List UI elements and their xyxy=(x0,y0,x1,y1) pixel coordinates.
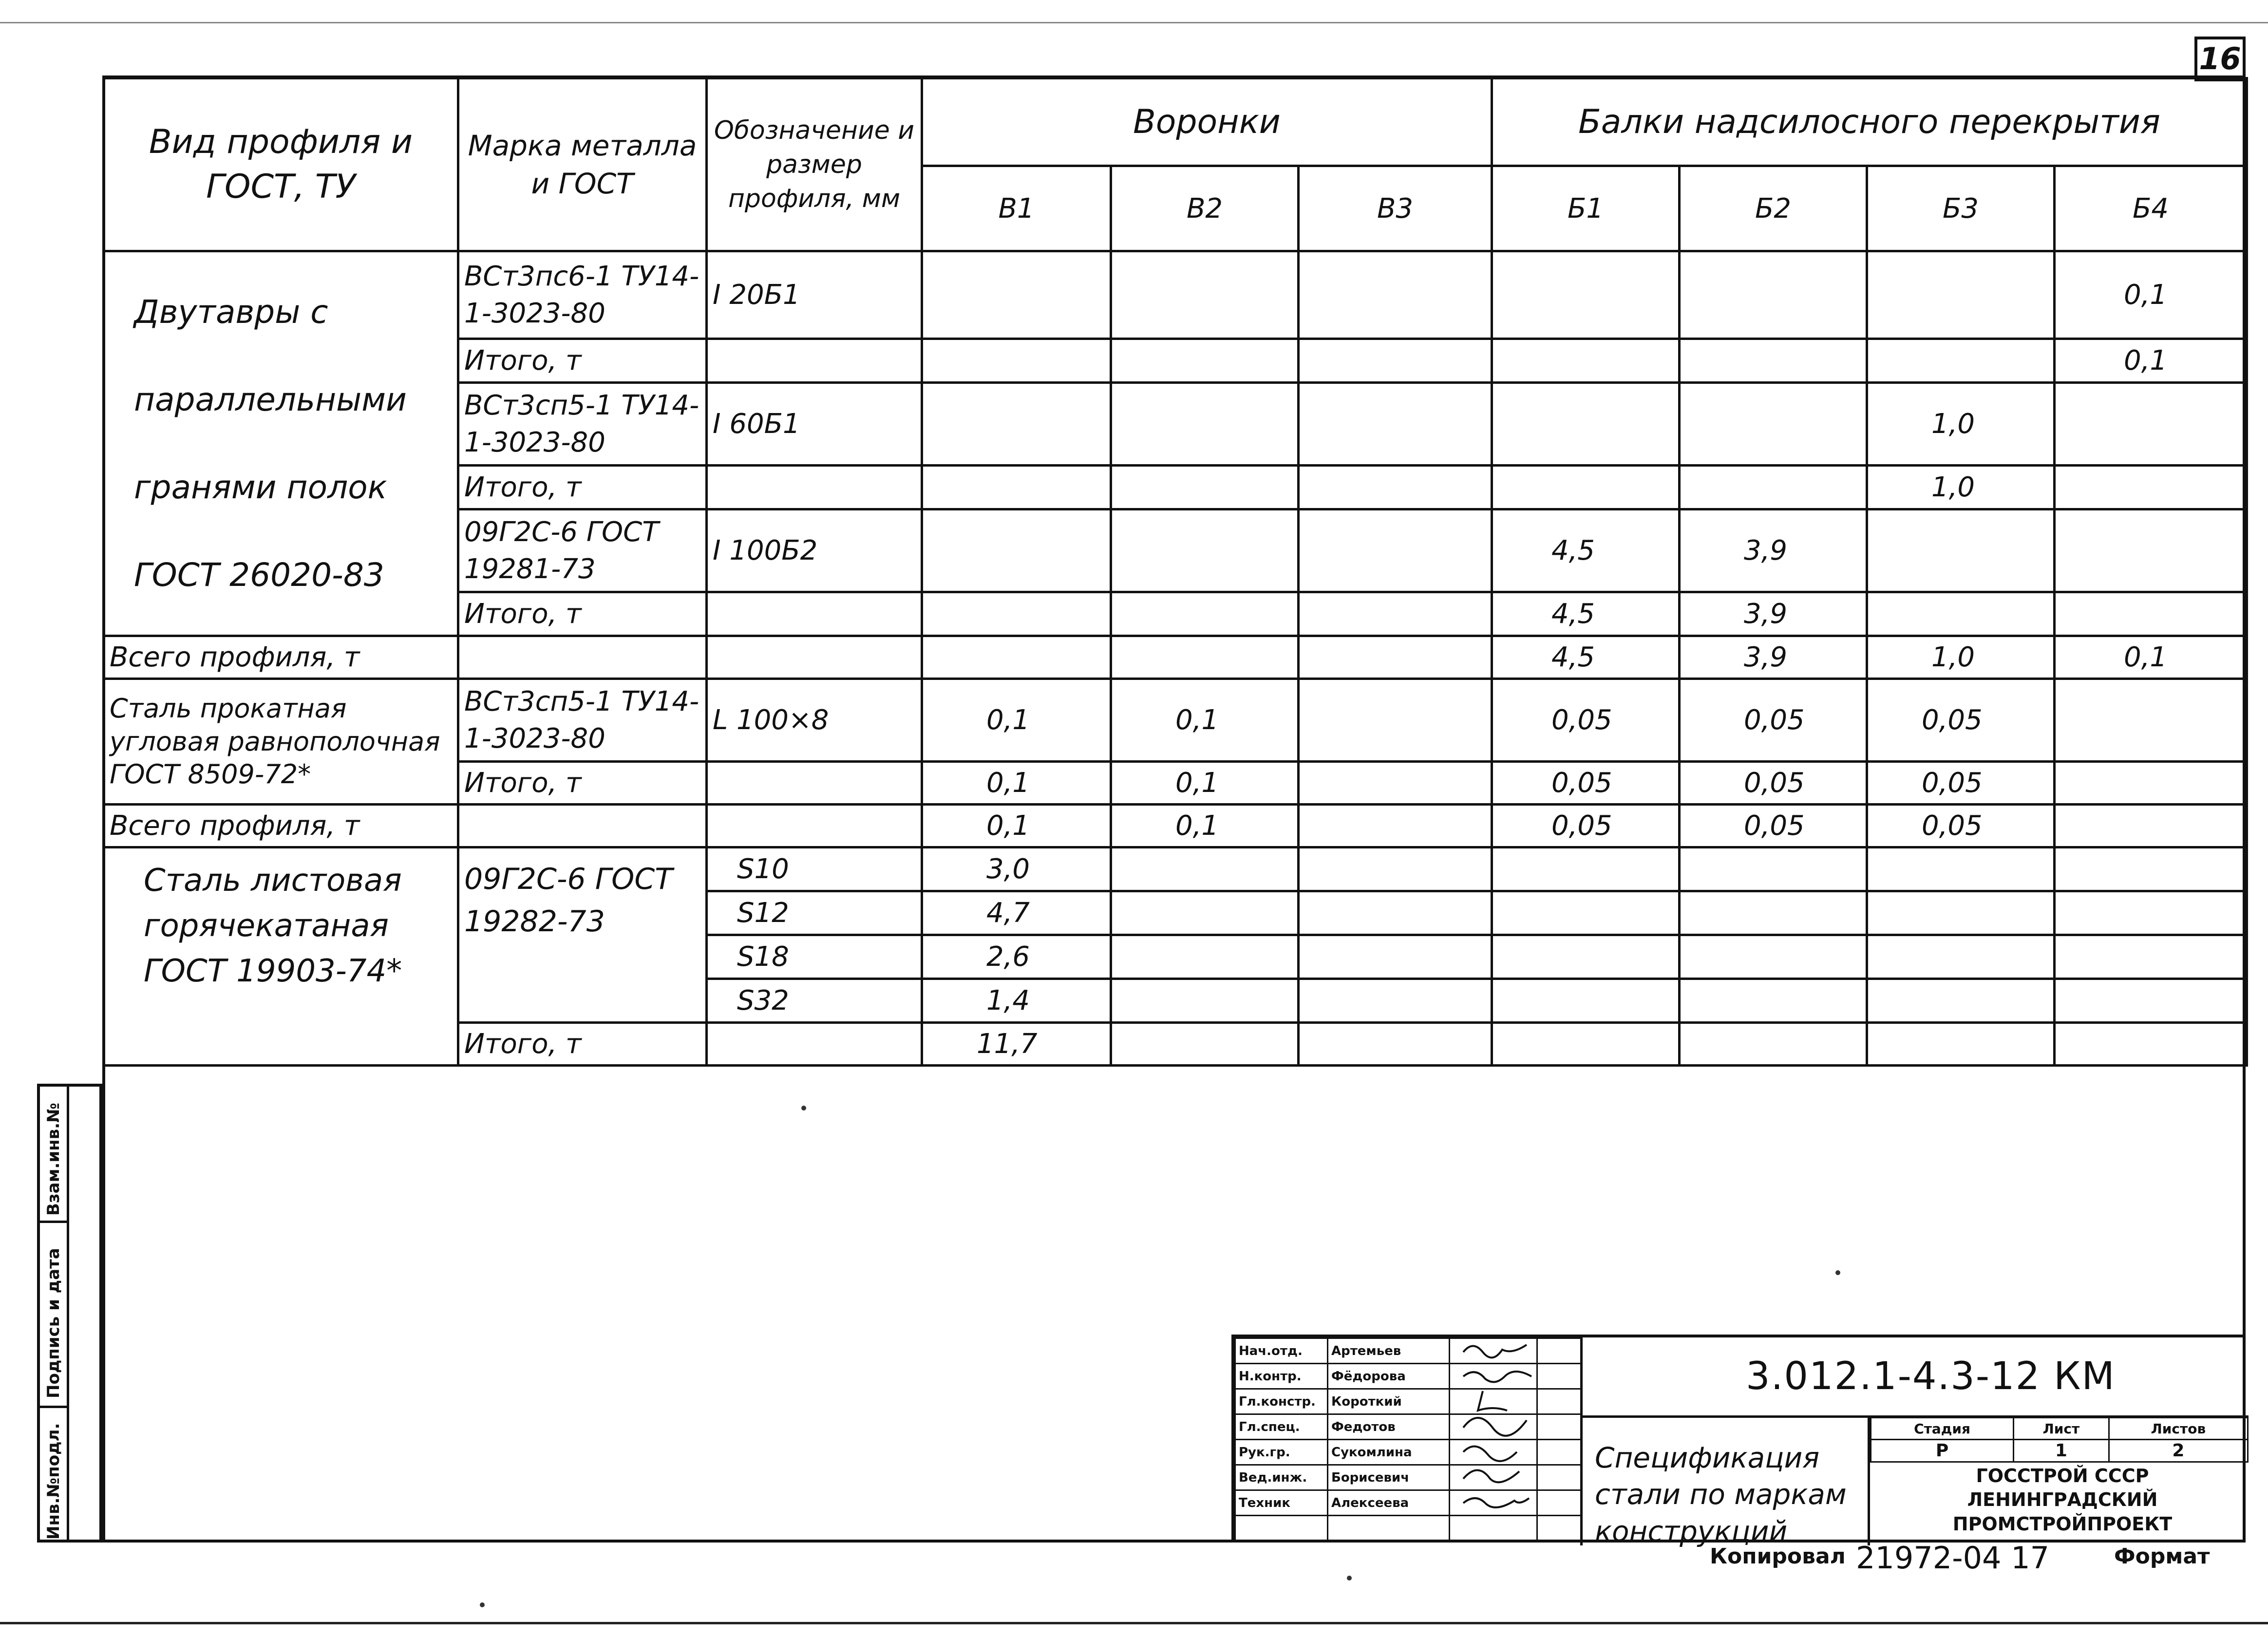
value-cell xyxy=(1492,1023,1680,1066)
stage-value: Р xyxy=(1871,1440,2014,1462)
profile-size: S10 xyxy=(707,847,922,891)
value-cell xyxy=(1680,383,1867,466)
value-cell: 4,7 xyxy=(922,891,1111,935)
stage-table xyxy=(1870,1417,2249,1463)
date-cell xyxy=(1537,1440,1581,1465)
header-steel-grade: Марка металла и ГОСТ xyxy=(458,78,707,251)
steel-grade: 09Г2С-6 ГОСТ 19282-73 xyxy=(458,847,707,1023)
steel-grade: ВСт3сп5-1 ТУ14-1-3023-80 xyxy=(458,383,707,466)
value-cell xyxy=(1867,1023,2055,1066)
date-cell xyxy=(1537,1338,1581,1364)
steel-grade xyxy=(458,805,707,847)
profile-size xyxy=(707,762,922,805)
value-cell xyxy=(1867,592,2055,636)
steel-grade: Итого, т xyxy=(458,339,707,383)
value-cell xyxy=(1299,1023,1492,1066)
value-cell xyxy=(2055,679,2247,762)
value-cell: 4,5 xyxy=(1492,636,1680,679)
value-cell xyxy=(1299,466,1492,509)
header-sub-col: Б2 xyxy=(1680,166,1867,251)
value-cell xyxy=(1867,979,2055,1023)
organization: ГОССТРОЙ СССР ЛЕНИНГРАДСКИЙ ПРОМСТРОЙПРОЕКТ xyxy=(1952,1465,2173,1535)
value-cell xyxy=(1492,935,1680,979)
value-cell xyxy=(1867,509,2055,592)
value-cell xyxy=(2055,762,2247,805)
steel-grade: Итого, т xyxy=(458,592,707,636)
profile-size: I 20Б1 xyxy=(707,251,922,339)
steel-grade: Итого, т xyxy=(458,466,707,509)
profile-size: S32 xyxy=(707,979,922,1023)
left-approval-strip xyxy=(37,1084,102,1543)
value-cell: 0,1 xyxy=(1111,679,1299,762)
strip-label: Подпись и дата xyxy=(44,1248,63,1398)
scan-dot xyxy=(1347,1576,1352,1581)
scan-dot xyxy=(480,1602,485,1607)
steel-grade: Итого, т xyxy=(458,762,707,805)
copied-label: Копировал xyxy=(1710,1544,1846,1569)
value-cell xyxy=(922,251,1111,339)
date-cell xyxy=(1537,1465,1581,1490)
value-cell: 4,5 xyxy=(1492,592,1680,636)
value-cell xyxy=(1299,251,1492,339)
format-label: Формат xyxy=(2114,1544,2210,1569)
value-cell: 0,05 xyxy=(1680,679,1867,762)
profile-name: Сталь прокатная угловая равнополочная ГОСТ 8509-72* xyxy=(104,679,458,805)
value-cell: 0,05 xyxy=(1867,805,2055,847)
signatures-image xyxy=(1454,1337,1536,1532)
value-cell: 0,1 xyxy=(2055,636,2247,679)
document-title: Спецификация стали по маркам конструкций xyxy=(1595,1441,1847,1548)
value-cell xyxy=(2055,847,2247,891)
steel-grade: Итого, т xyxy=(458,1023,707,1066)
value-cell xyxy=(2055,891,2247,935)
value-cell xyxy=(1111,509,1299,592)
role-label: Гл.констр. xyxy=(1235,1389,1328,1414)
scan-dot xyxy=(1835,1270,1840,1275)
value-cell xyxy=(1492,891,1680,935)
date-cell xyxy=(1537,1364,1581,1389)
value-cell: 0,05 xyxy=(1492,679,1680,762)
person-name: Короткий xyxy=(1328,1389,1450,1414)
header-size: Обозначение и размер профиля, мм xyxy=(707,78,922,251)
header-sub-col: В3 xyxy=(1299,166,1492,251)
value-cell xyxy=(1299,383,1492,466)
person-name: Фёдорова xyxy=(1328,1364,1450,1389)
value-cell: 3,0 xyxy=(922,847,1111,891)
profile-size: L 100×8 xyxy=(707,679,922,762)
value-cell xyxy=(1299,935,1492,979)
profile-size: S18 xyxy=(707,935,922,979)
value-cell: 0,05 xyxy=(1867,679,2055,762)
copy-number: 21972-04 17 xyxy=(1856,1540,2050,1576)
person-name: Федотов xyxy=(1328,1414,1450,1440)
value-cell: 0,1 xyxy=(922,679,1111,762)
profile-size xyxy=(707,592,922,636)
scan-dot xyxy=(801,1106,806,1110)
value-cell: 1,0 xyxy=(1867,636,2055,679)
profile-size xyxy=(707,339,922,383)
value-cell: 1,0 xyxy=(1867,466,2055,509)
value-cell xyxy=(1111,636,1299,679)
value-cell: 0,05 xyxy=(1492,762,1680,805)
value-cell xyxy=(922,383,1111,466)
value-cell: 0,1 xyxy=(922,762,1111,805)
steel-grade: ВСт3сп5-1 ТУ14-1-3023-80 xyxy=(458,679,707,762)
date-cell xyxy=(1537,1516,1581,1541)
profile-size: I 100Б2 xyxy=(707,509,922,592)
value-cell: 11,7 xyxy=(922,1023,1111,1066)
value-cell xyxy=(1111,383,1299,466)
date-cell xyxy=(1537,1414,1581,1440)
value-cell xyxy=(1680,891,1867,935)
value-cell xyxy=(922,466,1111,509)
sheets-value: 2 xyxy=(2109,1440,2248,1462)
value-cell xyxy=(1111,1023,1299,1066)
value-cell xyxy=(1111,592,1299,636)
specification-table xyxy=(102,77,2248,1067)
value-cell xyxy=(1299,805,1492,847)
total-label: Всего профиля, т xyxy=(104,636,458,679)
value-cell xyxy=(922,339,1111,383)
person-name: Алексеева xyxy=(1328,1490,1450,1516)
scan-edge-line xyxy=(0,1622,2268,1624)
sheet-value: 1 xyxy=(2014,1440,2109,1462)
value-cell xyxy=(2055,805,2247,847)
role-label: Рук.гр. xyxy=(1235,1440,1328,1465)
value-cell xyxy=(1299,762,1492,805)
value-cell: 0,1 xyxy=(1111,762,1299,805)
value-cell xyxy=(2055,979,2247,1023)
profile-size: I 60Б1 xyxy=(707,383,922,466)
value-cell: 0,1 xyxy=(2055,251,2247,339)
header-sub-col: В1 xyxy=(922,166,1111,251)
value-cell xyxy=(1492,339,1680,383)
date-cell xyxy=(1537,1490,1581,1516)
sheets-label: Листов xyxy=(2109,1418,2248,1440)
value-cell xyxy=(922,636,1111,679)
value-cell: 4,5 xyxy=(1492,509,1680,592)
date-cell xyxy=(1537,1389,1581,1414)
strip-label: Инв.№подл. xyxy=(44,1423,63,1540)
value-cell xyxy=(1680,251,1867,339)
header-sub-col: Б4 xyxy=(2055,166,2247,251)
value-cell xyxy=(1680,935,1867,979)
value-cell xyxy=(1867,251,2055,339)
value-cell xyxy=(1680,339,1867,383)
header-sub-col: Б1 xyxy=(1492,166,1680,251)
role-label: Н.контр. xyxy=(1235,1364,1328,1389)
value-cell xyxy=(1299,592,1492,636)
value-cell: 0,05 xyxy=(1867,762,2055,805)
role-label: Нач.отд. xyxy=(1235,1338,1328,1364)
value-cell: 1,0 xyxy=(1867,383,2055,466)
value-cell xyxy=(1111,979,1299,1023)
value-cell: 2,6 xyxy=(922,935,1111,979)
value-cell xyxy=(1492,847,1680,891)
value-cell: 0,05 xyxy=(1680,762,1867,805)
profile-size xyxy=(707,1023,922,1066)
value-cell xyxy=(1299,679,1492,762)
value-cell xyxy=(1492,979,1680,1023)
value-cell xyxy=(1299,636,1492,679)
strip-label: Взам.инв.№ xyxy=(44,1103,63,1216)
value-cell xyxy=(1111,935,1299,979)
value-cell xyxy=(1492,383,1680,466)
value-cell xyxy=(1299,509,1492,592)
value-cell xyxy=(1492,251,1680,339)
stage-label: Стадия xyxy=(1871,1418,2014,1440)
header-sub-col: Б3 xyxy=(1867,166,2055,251)
value-cell xyxy=(1111,891,1299,935)
total-label: Всего профиля, т xyxy=(104,805,458,847)
value-cell xyxy=(1111,466,1299,509)
value-cell: 3,9 xyxy=(1680,592,1867,636)
value-cell xyxy=(1299,979,1492,1023)
value-cell xyxy=(1680,979,1867,1023)
header-sub-col: В2 xyxy=(1111,166,1299,251)
person-name xyxy=(1328,1516,1450,1541)
value-cell: 3,9 xyxy=(1680,509,1867,592)
header-profile-type: Вид профиля и ГОСТ, ТУ xyxy=(104,78,458,251)
value-cell xyxy=(1299,847,1492,891)
value-cell xyxy=(2055,383,2247,466)
value-cell xyxy=(1492,466,1680,509)
value-cell xyxy=(922,592,1111,636)
title-block-divider xyxy=(1580,1337,1583,1545)
profile-size: S12 xyxy=(707,891,922,935)
value-cell xyxy=(1680,1023,1867,1066)
value-cell xyxy=(1299,891,1492,935)
value-cell xyxy=(1680,466,1867,509)
document-code: 3.012.1-4.3-12 КМ xyxy=(1746,1355,2116,1398)
value-cell xyxy=(1111,847,1299,891)
value-cell xyxy=(1299,339,1492,383)
value-cell xyxy=(1867,891,2055,935)
role-label: Вед.инж. xyxy=(1235,1465,1328,1490)
value-cell xyxy=(1680,847,1867,891)
value-cell: 0,1 xyxy=(922,805,1111,847)
value-cell: 0,05 xyxy=(1492,805,1680,847)
sheet-number: 16 xyxy=(2194,37,2246,81)
value-cell xyxy=(922,509,1111,592)
header-group-beams: Балки надсилосного перекрытия xyxy=(1492,78,2247,166)
steel-grade: ВСт3пс6-1 ТУ14-1-3023-80 xyxy=(458,251,707,339)
steel-grade: 09Г2С-6 ГОСТ 19281-73 xyxy=(458,509,707,592)
value-cell xyxy=(1867,935,2055,979)
value-cell xyxy=(1867,847,2055,891)
value-cell: 1,4 xyxy=(922,979,1111,1023)
profile-size xyxy=(707,805,922,847)
sheet-label: Лист xyxy=(2014,1418,2109,1440)
steel-grade xyxy=(458,636,707,679)
value-cell xyxy=(2055,466,2247,509)
person-name: Борисевич xyxy=(1328,1465,1450,1490)
value-cell xyxy=(2055,509,2247,592)
role-label: Гл.спец. xyxy=(1235,1414,1328,1440)
value-cell xyxy=(1867,339,2055,383)
value-cell xyxy=(1111,339,1299,383)
role-label: Техник xyxy=(1235,1490,1328,1516)
scan-edge-line xyxy=(0,22,2268,23)
person-name: Артемьев xyxy=(1328,1338,1450,1364)
value-cell: 3,9 xyxy=(1680,636,1867,679)
title-block xyxy=(1231,1335,2246,1548)
value-cell xyxy=(2055,935,2247,979)
profile-size xyxy=(707,636,922,679)
role-label xyxy=(1235,1516,1328,1541)
value-cell xyxy=(2055,1023,2247,1066)
profile-name: Сталь листовая горячекатаная ГОСТ 19903-74* xyxy=(104,847,458,1066)
header-group-funnels: Воронки xyxy=(922,78,1492,166)
person-name: Сукомлина xyxy=(1328,1440,1450,1465)
profile-name: Двутавры с параллельными гранями полок ГОСТ 26020-83 xyxy=(104,251,458,636)
value-cell: 0,1 xyxy=(1111,805,1299,847)
value-cell: 0,05 xyxy=(1680,805,1867,847)
value-cell: 0,1 xyxy=(2055,339,2247,383)
value-cell xyxy=(2055,592,2247,636)
value-cell xyxy=(1111,251,1299,339)
profile-size xyxy=(707,466,922,509)
